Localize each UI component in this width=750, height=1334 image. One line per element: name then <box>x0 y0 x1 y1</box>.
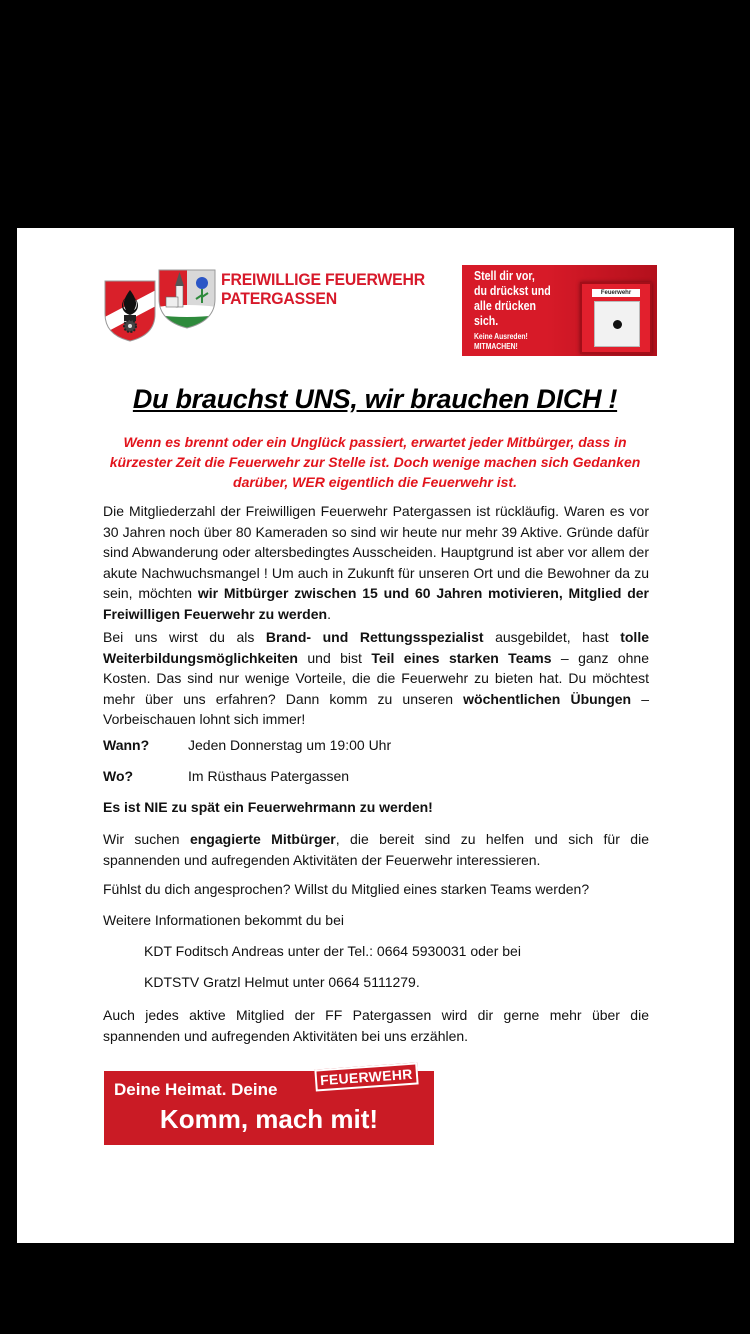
para2-t3: und bist <box>298 649 372 666</box>
para2-t2: ausgebildet, hast <box>483 629 621 645</box>
para1-bold: wir Mitbürger zwischen 15 und 60 Jahren motivieren, Mitglied der Freiwilligen Feuerwehr zu werden <box>103 585 649 622</box>
ad-tagline <box>474 332 528 352</box>
banner-stamp: FEUERWEHR <box>314 1062 418 1091</box>
para2-b1: Brand- und Rettungsspezialist <box>265 629 484 645</box>
slogan: Es ist NIE zu spät ein Feuerwehrmann zu werden! <box>103 799 433 815</box>
fire-brigade-crest-icon <box>104 280 156 342</box>
paragraph-closing: Auch jedes aktive Mitglied der FF Patergassen wird dir gerne mehr über die spannenden und aufregenden Aktivitäten bei uns erzählen. <box>103 1007 649 1044</box>
ad-small2: MITMACHEN! <box>474 342 518 351</box>
para3-t2: , die bereit sind zu helfen und sich für die spannenden und aufregenden Aktivitäten der Feuerwehr interessieren. <box>103 831 649 868</box>
para2-b4: wöchentlichen Übungen <box>463 690 632 707</box>
recruitment-ad-image <box>462 265 657 356</box>
question-text: Fühlst du dich angesprochen? Willst du Mitglied eines starken Teams werden? <box>103 881 590 897</box>
contact-commander: KDT Foditsch Andreas unter der Tel.: 0664 5930031 oder bei <box>144 943 521 959</box>
when-label: Wann? <box>103 737 150 753</box>
para2-t5: – Vorbeischauen lohnt sich immer! <box>103 690 649 727</box>
paragraph-membership <box>103 501 649 624</box>
ad-line1: Stell dir vor, <box>474 269 535 283</box>
where-label: Wo? <box>103 768 134 784</box>
ad-small1: Keine Ausreden! <box>474 332 528 341</box>
alarm-label: Feuerwehr <box>592 289 640 297</box>
municipality-crest-icon <box>158 269 216 329</box>
para1-end: . <box>327 605 331 622</box>
para3-t1: Wir suchen <box>103 831 190 847</box>
banner-line2: Komm, mach mit! <box>159 1104 379 1134</box>
where-value: Im Rüsthaus Patergassen <box>188 768 350 784</box>
organization-name <box>221 270 425 308</box>
para2-t1: Bei uns wirst du als <box>103 629 266 645</box>
ad-line4: sich. <box>474 314 499 328</box>
paragraph-seeking <box>103 829 649 870</box>
join-banner <box>104 1065 434 1145</box>
fire-alarm-button-icon <box>580 282 652 354</box>
para2-b3: Teil eines starken Teams <box>371 649 552 666</box>
intro-text: Wenn es brennt oder ein Unglück passiert, erwartet jeder Mitbürger, dass in kürzester Zeit die Feuerwehr zur Stelle ist. Doch wenige machen sich Gedanken darüber, WER eigentlich die Feuerwehr ist. <box>109 434 641 490</box>
ad-line3: alle drücken <box>474 299 537 313</box>
when-value: Jeden Donnerstag um 19:00 Uhr <box>188 737 392 753</box>
banner-line1: Deine Heimat. Deine <box>114 1080 278 1099</box>
alarm-push-dot <box>613 320 622 329</box>
contact-deputy: KDTSTV Gratzl Helmut unter 0664 5111279. <box>144 974 420 990</box>
info-intro: Weitere Informationen bekommt du bei <box>103 912 344 928</box>
alarm-glass <box>594 301 640 347</box>
org-name-line2: PATERGASSEN <box>221 289 337 308</box>
page-title: Du brauchst UNS, wir brauchen DICH ! <box>132 384 618 414</box>
para3-b1: engagierte Mitbürger <box>189 831 336 847</box>
para2-t4: – ganz ohne Kosten. Das sind nur wenige Vorteile, die die Feuerwehr zu bieten hat. Du möchtest mehr über uns erfahren? Dann komm zu unseren <box>103 649 649 707</box>
ad-headline <box>474 269 551 329</box>
para2-b2: tolle Weiterbildungsmöglichkeiten <box>103 629 649 666</box>
ad-line2: du drückst und <box>474 284 551 298</box>
paragraph-benefits <box>103 627 649 730</box>
para1-text: Die Mitgliederzahl der Freiwilligen Feuerwehr Patergassen ist rückläufig. Waren es vor 30 Jahren noch über 80 Kameraden so sind wir heute nur mehr 39 Aktive. Gründe dafür sind Abwanderung oder altersbedingtes Ausscheiden. Hauptgrund ist aber vor allem der akute Nachwuchsmangel ! Um auch in Zukunft für unseren Ort und die Bewohner da zu sein, möchten <box>103 503 649 601</box>
org-name-line1: FREIWILLIGE FEUERWEHR <box>221 270 425 289</box>
